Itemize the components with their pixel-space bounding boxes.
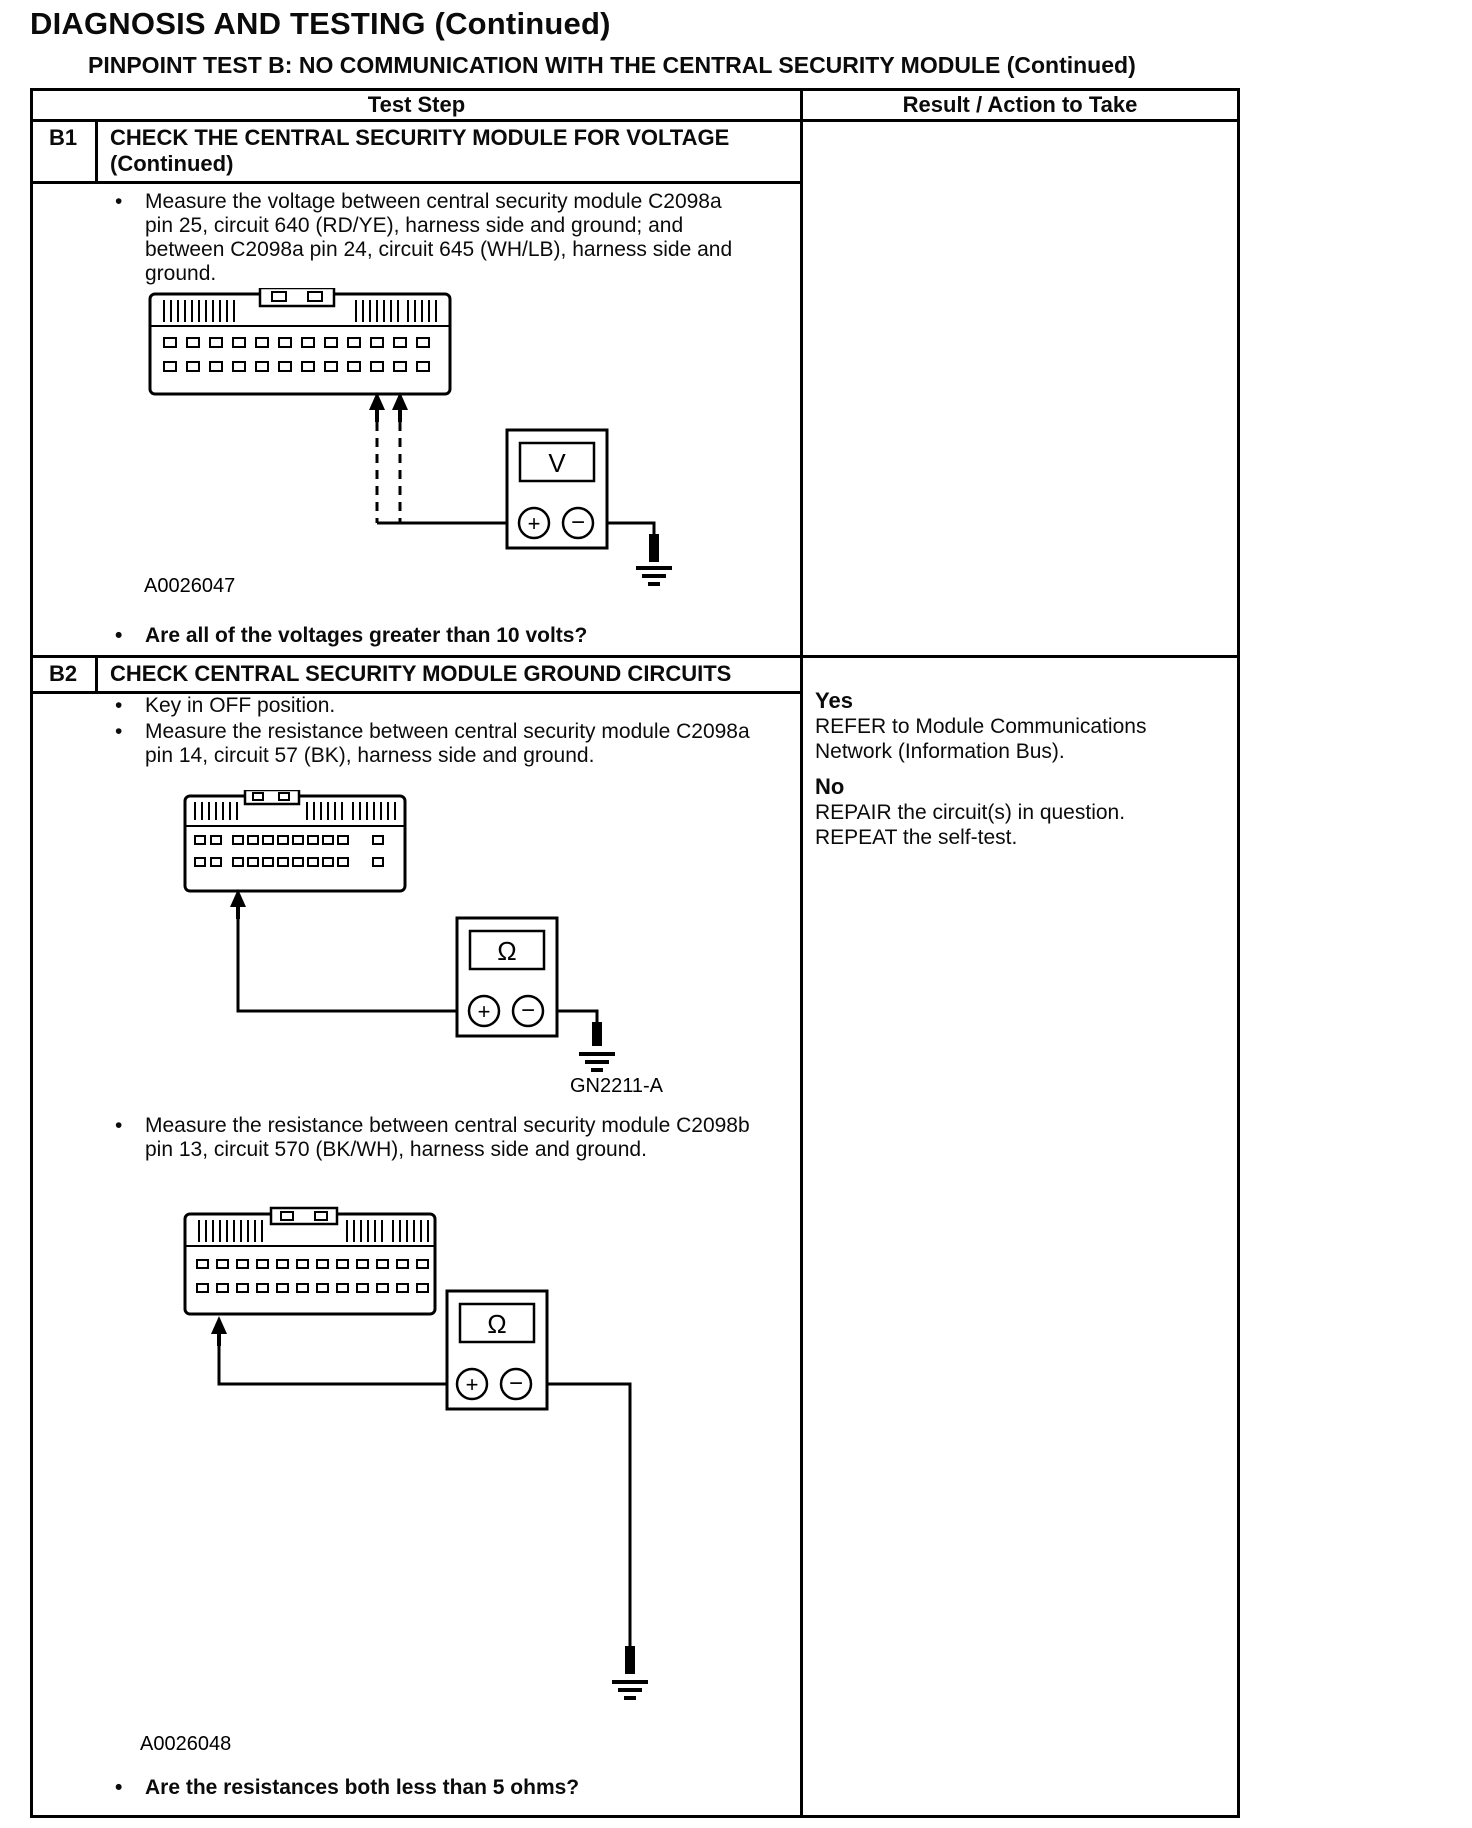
pinpoint-test-table <box>30 88 1240 1818</box>
b2-step-title: CHECK CENTRAL SECURITY MODULE GROUND CIRCUITS <box>110 661 732 686</box>
b2-resistance-measurement-figure-1 <box>177 790 777 1102</box>
figure-label: A0026048 <box>140 1733 232 1755</box>
b2-question-text: • Are the resistances both less than 5 ohms? <box>145 1776 580 1799</box>
b1-test-step-cell <box>33 122 803 655</box>
plus-probe-label: + <box>465 1372 479 1397</box>
ground-symbol <box>636 534 672 584</box>
b1-result-cell <box>803 122 1237 655</box>
b2-instruction-1 <box>115 694 755 718</box>
ground-symbol <box>612 1646 648 1698</box>
connector-c2098b-diagram <box>185 1208 435 1314</box>
ohmmeter-display-reading: Ω <box>497 936 517 966</box>
pin-arrow <box>230 889 246 919</box>
b2-test-step-cell <box>33 658 803 1815</box>
result-no-action-1: REPAIR the circuit(s) in question. <box>815 801 1126 824</box>
b2-instruction-3 <box>115 1114 755 1162</box>
pin-arrow <box>211 1316 227 1346</box>
ground-symbol <box>579 1022 615 1070</box>
b2-question <box>115 1776 755 1800</box>
test-step-column-header: Test Step <box>33 91 803 119</box>
b1-instruction-1 <box>115 190 755 286</box>
step-row-b1 <box>33 122 1237 658</box>
plus-probe-label: + <box>477 999 491 1024</box>
ohmmeter-display-reading: Ω <box>487 1309 507 1339</box>
voltmeter-display-reading: V <box>548 448 566 478</box>
b2-instruction-3-text: • Measure the resistance between central security module C2098b pin 13, circuit 570 (BK/WH), harness side and ground. <box>145 1114 750 1161</box>
b1-title-bar <box>33 122 800 184</box>
result-yes-label: Yes <box>815 688 853 713</box>
connector-c2098a-diagram <box>150 288 450 394</box>
table-header-row <box>33 91 1237 122</box>
b1-instruction-1-text: • Measure the voltage between central security module C2098a pin 25, circuit 640 (RD/YE), harness side and ground; and between C2098a pin 24, circuit 645 (WH/LB), harness side and ground. <box>145 190 733 285</box>
b1-step-id: B1 <box>33 122 98 181</box>
b2-step-id: B2 <box>33 658 98 691</box>
probe-wires <box>219 1346 630 1650</box>
result-no-label: No <box>815 774 845 799</box>
b2-instruction-1-text: • Key in OFF position. <box>145 694 336 717</box>
minus-probe-label: − <box>570 509 586 536</box>
figure-label: A0026047 <box>144 575 236 597</box>
connector-c2098a-diagram <box>185 790 405 891</box>
pin-arrows <box>369 392 408 422</box>
figure-label: GN2211-A <box>570 1075 664 1097</box>
ohmmeter <box>457 918 557 1036</box>
result-no-action-2: REPEAT the self-test. <box>815 826 1018 849</box>
result-yes-action: REFER to Module Communications Network (Information Bus). <box>815 715 1147 763</box>
b1-question <box>115 624 755 648</box>
b2-result-content <box>803 658 1237 850</box>
b2-instruction-2 <box>115 720 755 768</box>
voltmeter <box>507 430 607 548</box>
b1-step-body <box>33 184 800 655</box>
result-column-header: Result / Action to Take <box>902 92 1138 117</box>
step-row-b2 <box>33 658 1237 1815</box>
pinpoint-test-title: PINPOINT TEST B: NO COMMUNICATION WITH THE CENTRAL SECURITY MODULE (Continued) <box>88 52 1136 78</box>
minus-probe-label: − <box>520 997 536 1024</box>
plus-probe-label: + <box>527 511 541 536</box>
ohmmeter <box>447 1291 547 1409</box>
b2-step-body <box>33 694 800 1815</box>
b1-question-text: • Are all of the voltages greater than 10 volts? <box>145 624 588 647</box>
page-title: DIAGNOSIS AND TESTING (Continued) <box>30 6 611 41</box>
b1-step-title: CHECK THE CENTRAL SECURITY MODULE FOR VOLTAGE (Continued) <box>110 125 730 176</box>
b2-instruction-2-text: • Measure the resistance between central security module C2098a pin 14, circuit 57 (BK), harness side and ground. <box>145 720 750 767</box>
b2-result-cell <box>803 658 1237 1815</box>
minus-probe-label: − <box>508 1370 524 1397</box>
b2-title-bar <box>33 658 800 694</box>
b1-voltage-measurement-figure <box>142 288 702 600</box>
b2-resistance-measurement-figure-2 <box>115 1206 755 1766</box>
